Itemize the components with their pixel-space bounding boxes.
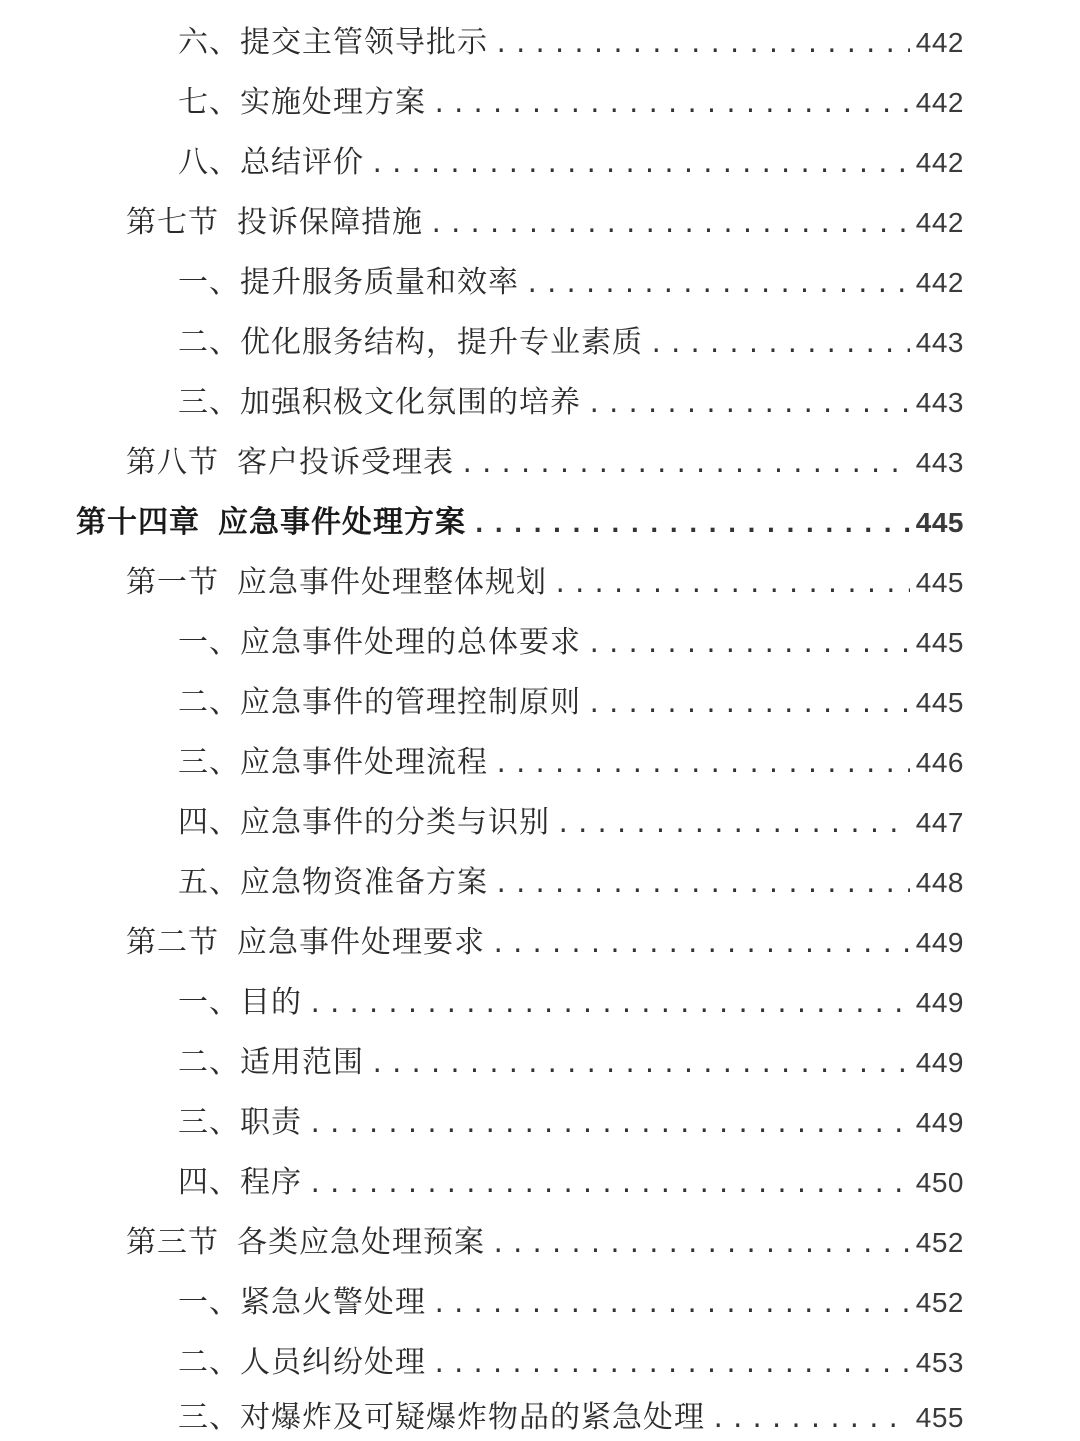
dot-leader [429, 202, 910, 246]
toc-page-number: 442 [915, 27, 964, 58]
toc-item-title: 加强积极文化氛围的培养 [240, 385, 581, 420]
toc-item-number: 三、 [178, 385, 240, 420]
dot-leader [587, 382, 910, 426]
toc-page-number: 442 [915, 87, 964, 118]
toc-item-title: 职责 [240, 1105, 302, 1140]
toc-page-number: 453 [915, 1347, 964, 1378]
dot-leader [494, 742, 910, 786]
toc-item-title: 实施处理方案 [240, 85, 426, 120]
toc-item-number: 一、 [178, 625, 240, 660]
toc-item[interactable] [178, 621, 964, 665]
toc-item-title: 总结评价 [240, 145, 364, 180]
toc-item-title: 优化服务结构，提升专业素质 [240, 325, 643, 360]
toc-item-title: 人员纠纷处理 [240, 1345, 426, 1380]
dot-leader [432, 1342, 910, 1386]
toc-item-title: 紧急火警处理 [240, 1285, 426, 1320]
toc-section-title: 客户投诉受理表 [237, 445, 454, 480]
toc-page-number: 443 [915, 327, 964, 358]
dot-leader [308, 1162, 910, 1206]
toc-item-number: 二、 [178, 685, 240, 720]
dot-leader [308, 982, 910, 1026]
toc-page-number: 449 [915, 1107, 964, 1138]
toc-item[interactable] [178, 1281, 964, 1325]
toc-item[interactable] [178, 81, 964, 125]
toc-item-number: 三、 [178, 745, 240, 780]
dot-leader [472, 502, 910, 546]
dot-leader [370, 142, 910, 186]
toc-page-number: 450 [915, 1167, 964, 1198]
toc-page-number: 455 [915, 1402, 964, 1433]
toc-section-number: 第一节 [126, 565, 219, 600]
toc-section[interactable] [126, 441, 964, 485]
toc-item-number: 五、 [178, 865, 240, 900]
toc-section-title: 各类应急处理预案 [237, 1225, 485, 1260]
toc-item-number: 四、 [178, 1165, 240, 1200]
toc-page-number: 442 [915, 147, 964, 178]
toc-item[interactable] [178, 321, 964, 365]
toc-item-number: 三、 [178, 1105, 240, 1140]
toc-item[interactable] [178, 1041, 964, 1085]
toc-item-title: 应急物资准备方案 [240, 865, 488, 900]
toc-page-number: 442 [915, 207, 964, 238]
dot-leader [553, 562, 910, 606]
toc-page-number: 445 [915, 567, 964, 598]
toc-section-number: 第三节 [126, 1225, 219, 1260]
toc-item[interactable] [178, 1341, 964, 1385]
dot-leader [556, 802, 910, 846]
dot-leader [432, 1282, 910, 1326]
toc-page-number: 445 [915, 627, 964, 658]
toc-item[interactable] [178, 141, 964, 185]
toc-page-number: 443 [915, 447, 964, 478]
toc-item-title: 适用范围 [240, 1045, 364, 1080]
toc-section-title: 投诉保障措施 [237, 205, 423, 240]
toc-section-title: 应急事件处理要求 [237, 925, 485, 960]
toc-item[interactable] [178, 801, 964, 845]
toc-section-number: 第二节 [126, 925, 219, 960]
toc-item[interactable] [178, 861, 964, 905]
toc-item-title: 应急事件处理的总体要求 [240, 625, 581, 660]
toc-item-number: 三、 [178, 1400, 240, 1435]
toc-item-number: 七、 [178, 85, 240, 120]
toc-item[interactable] [178, 1161, 964, 1205]
toc-item[interactable] [178, 681, 964, 725]
toc-section-number: 第八节 [126, 445, 219, 480]
toc-item-number: 二、 [178, 1345, 240, 1380]
toc-item[interactable] [178, 981, 964, 1025]
dot-leader [432, 82, 910, 126]
toc-item-number: 一、 [178, 1285, 240, 1320]
toc-item[interactable] [178, 261, 964, 305]
dot-leader [370, 1042, 910, 1086]
toc-item[interactable] [178, 21, 964, 65]
toc-section[interactable] [126, 1221, 964, 1265]
dot-leader [711, 1397, 910, 1441]
toc-item-number: 八、 [178, 145, 240, 180]
toc-item-title: 提升服务质量和效率 [240, 265, 519, 300]
toc-item[interactable] [178, 1101, 964, 1145]
dot-leader [525, 262, 910, 306]
toc-page-number: 446 [915, 747, 964, 778]
toc-page-number: 448 [915, 867, 964, 898]
toc-page-number: 442 [915, 267, 964, 298]
toc-page-number: 445 [915, 687, 964, 718]
dot-leader [491, 1222, 910, 1266]
dot-leader [308, 1102, 910, 1146]
toc-section[interactable] [126, 921, 964, 965]
toc-item-number: 二、 [178, 1045, 240, 1080]
toc-page-number: 452 [915, 1287, 964, 1318]
dot-leader [587, 622, 910, 666]
toc-section-title: 应急事件处理整体规划 [237, 565, 547, 600]
dot-leader [460, 442, 910, 486]
toc-item-number: 一、 [178, 985, 240, 1020]
toc-chapter[interactable] [76, 501, 964, 545]
toc-item-number: 一、 [178, 265, 240, 300]
toc-item[interactable] [178, 381, 964, 425]
toc-item[interactable] [178, 741, 964, 785]
toc-item-number: 六、 [178, 25, 240, 60]
toc-section-number: 第七节 [126, 205, 219, 240]
toc-page-number: 449 [915, 987, 964, 1018]
toc-page-number: 449 [915, 1047, 964, 1078]
toc-page-number: 445 [915, 507, 964, 538]
toc-page-number: 452 [915, 1227, 964, 1258]
toc-section[interactable] [126, 561, 964, 605]
dot-leader [587, 682, 910, 726]
toc-chapter-title: 应急事件处理方案 [218, 505, 466, 540]
toc-item-title: 目的 [240, 985, 302, 1020]
toc-chapter-number: 第十四章 [76, 505, 200, 540]
toc-item-title: 应急事件的管理控制原则 [240, 685, 581, 720]
toc-item-title: 应急事件处理流程 [240, 745, 488, 780]
toc-item-title: 对爆炸及可疑爆炸物品的紧急处理 [240, 1400, 705, 1435]
toc-page-number: 449 [915, 927, 964, 958]
dot-leader [494, 862, 910, 906]
toc-item-number: 四、 [178, 805, 240, 840]
toc-item-title: 应急事件的分类与识别 [240, 805, 550, 840]
toc-section[interactable] [126, 201, 964, 245]
toc-item[interactable] [178, 1396, 964, 1440]
dot-leader [649, 322, 910, 366]
dot-leader [494, 22, 910, 66]
dot-leader [491, 922, 910, 966]
toc-item-number: 二、 [178, 325, 240, 360]
toc-page-number: 443 [915, 387, 964, 418]
toc-item-title: 提交主管领导批示 [240, 25, 488, 60]
toc-page-number: 447 [915, 807, 964, 838]
toc-item-title: 程序 [240, 1165, 302, 1200]
